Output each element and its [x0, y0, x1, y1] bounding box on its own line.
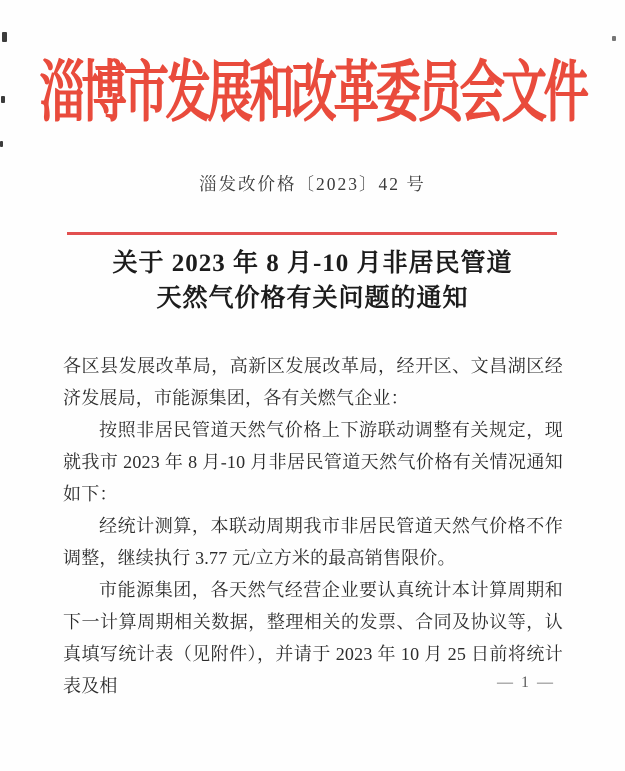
paragraph-requirements: 市能源集团，各天然气经营企业要认真统计本计算周期和下一计算周期相关数据，整理相关的发票、合同及协议等，认真填写统计表（见附件），并请于 2023 年 10 月 25 日前将统计表及相 — [63, 580, 563, 696]
document-title-line2: 天然气价格有关问题的通知 — [156, 285, 469, 312]
paragraph-addressees: 各区县发展改革局，高新区发展改革局，经开区、文昌湖区经济发展局，市能源集团，各有关燃气企业： — [63, 356, 563, 408]
paragraph-basis: 按照非居民管道天然气价格上下游联动调整有关规定，现就我市 2023 年 8 月-10 月非居民管道天然气价格有关情况通知如下： — [63, 420, 563, 504]
page-number: — 1 — — [497, 674, 555, 691]
document-title — [0, 246, 625, 316]
red-divider-line — [67, 232, 557, 235]
document-title-line1: 关于 2023 年 8 月-10 月非居民管道 — [112, 250, 513, 277]
document-body — [63, 350, 563, 702]
scan-artifact — [0, 141, 3, 147]
doc-reference-number: 淄发改价格〔2023〕42 号 — [199, 174, 426, 194]
agency-header: 淄博市发展和改革委员会文件 — [39, 55, 586, 130]
paragraph-price-decision: 经统计测算，本联动周期我市非居民管道天然气价格不作调整，继续执行 3.77 元/立方米的最高销售限价。 — [63, 516, 563, 568]
